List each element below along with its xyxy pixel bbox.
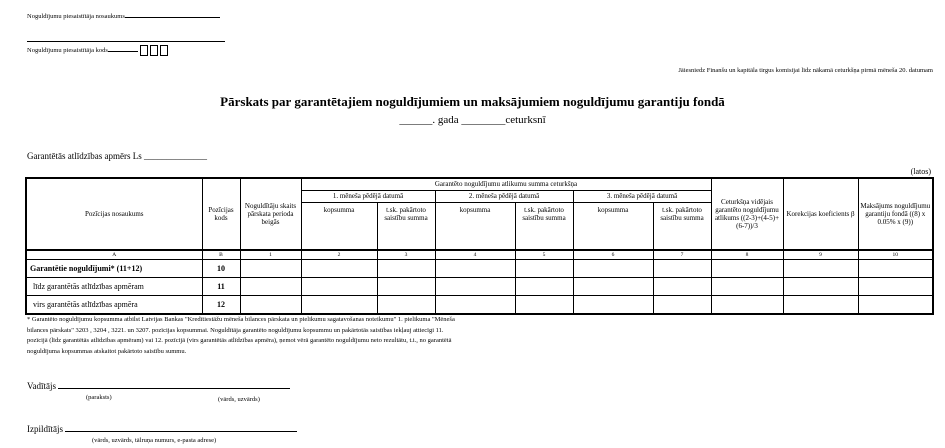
data-cell[interactable] <box>240 260 301 278</box>
report-period: ______. gada ________ceturksnī <box>399 114 546 126</box>
col-correction: Korekcijas koeficients β <box>783 178 858 250</box>
guarantee-volume: Garantētās atlīdzības apmērs Ls ______________ <box>27 151 207 161</box>
data-cell[interactable] <box>573 260 653 278</box>
code-box-2[interactable] <box>150 45 158 56</box>
footnote <box>27 315 455 357</box>
col-max-payment: Maksājums noguldījumu garantiju fondā ((8) x 0.05% x (9)) <box>858 178 933 250</box>
data-cell[interactable] <box>301 260 377 278</box>
report-title: Pārskats par garantētajiem noguldījumiem un maksājumiem noguldījumu garantiju fondā <box>220 94 725 109</box>
m2-total: kopsumma <box>435 202 515 250</box>
data-cell[interactable] <box>240 296 301 315</box>
data-cell[interactable] <box>711 296 783 315</box>
col-number: 1 <box>240 250 301 260</box>
col-depositors-count: Noguldītāju skaits pārskata perioda beigās <box>240 178 301 250</box>
executor-label: Izpildītājs <box>27 424 63 434</box>
group-balance: Garantēto noguldījumu atlikumu summa ceturkšņa <box>301 178 711 190</box>
table-row <box>26 260 933 278</box>
data-cell[interactable] <box>515 260 573 278</box>
col-number: 7 <box>653 250 711 260</box>
head-label: Vadītājs <box>27 381 56 391</box>
table-row <box>26 278 933 296</box>
head-signature-field[interactable] <box>58 388 290 389</box>
executor-signature-row <box>27 424 297 434</box>
col-number: B <box>202 250 240 260</box>
m3-total: kopsumma <box>573 202 653 250</box>
data-cell[interactable] <box>377 260 435 278</box>
data-cell[interactable] <box>711 278 783 296</box>
row-code: 12 <box>202 296 240 315</box>
m2-related: t.sk. pakārtoto saistību summa <box>515 202 573 250</box>
col-number: 8 <box>711 250 783 260</box>
footnote-line: bilances pārskats" 3203 , 3204 , 3221. un 3207. pozīcijas kopsummai. Noguldītāja garantēto noguldījumu kopsummu un pakārtotās saistības iekļauj attiecīgi 11. <box>27 326 444 334</box>
col-number: 3 <box>377 250 435 260</box>
data-cell[interactable] <box>435 296 515 315</box>
data-cell[interactable] <box>435 278 515 296</box>
col-number: 6 <box>573 250 653 260</box>
m3-related: t.sk. pakārtoto saistību summa <box>653 202 711 250</box>
col-number: 2 <box>301 250 377 260</box>
data-cell[interactable] <box>858 260 933 278</box>
row-name: līdz garantētās atlīdzības apmēram <box>26 278 202 296</box>
month-3-header: 3. mēneša pēdējā datumā <box>573 190 711 202</box>
executor-hint: (vārds, uzvārds, tālruņa numurs, e-pasta adrese) <box>92 437 217 444</box>
data-cell[interactable] <box>515 278 573 296</box>
data-cell[interactable] <box>377 296 435 315</box>
m1-total: kopsumma <box>301 202 377 250</box>
col-position-code: Pozīcijas kods <box>202 178 240 250</box>
data-cell[interactable] <box>573 296 653 315</box>
row-name: Garantētie noguldījumi* (11+12) <box>26 260 202 278</box>
depositor-name-row <box>27 13 220 20</box>
row-name: virs garantētās atlīdzības apmēra <box>26 296 202 315</box>
data-cell[interactable] <box>653 296 711 315</box>
head-name-hint: (vārds, uzvārds) <box>218 396 260 403</box>
data-cell[interactable] <box>435 260 515 278</box>
code-box-3[interactable] <box>160 45 168 56</box>
code-box-1[interactable] <box>140 45 148 56</box>
col-quarter-avg: Ceturkšņa vidējais garantēto noguldījumu atlikums ((2-3)+(4-5)+(6-7))/3 <box>711 178 783 250</box>
col-position-name: Pozīcijas nosaukums <box>26 178 202 250</box>
col-number: 5 <box>515 250 573 260</box>
data-cell[interactable] <box>301 278 377 296</box>
data-cell[interactable] <box>711 260 783 278</box>
month-1-header: 1. mēneša pēdējā datumā <box>301 190 435 202</box>
table-row <box>26 296 933 315</box>
row-code: 10 <box>202 260 240 278</box>
col-number: A <box>26 250 202 260</box>
footnote-line: * Garantēto noguldījumu kopsumma atbilst Latvijas Bankas "Kredītiestāžu mēneša bilances pārskata un pielikumu sagatavošanas noteikumu" 1. pielikuma "Mēneša <box>27 316 455 323</box>
depositor-name-underline <box>27 41 225 42</box>
row-code: 11 <box>202 278 240 296</box>
footnote-line: noguldījuma kopsummas atskaitot pakārtoto saistību summu. <box>27 347 187 355</box>
data-cell[interactable] <box>783 296 858 315</box>
data-cell[interactable] <box>653 278 711 296</box>
data-cell[interactable] <box>783 278 858 296</box>
depositor-code-row <box>27 45 168 56</box>
m1-related: t.sk. pakārtoto saistību summa <box>377 202 435 250</box>
month-2-header: 2. mēneša pēdējā datumā <box>435 190 573 202</box>
depositor-code-label: Noguldījumu piesaistītāja kods <box>27 46 108 54</box>
depositor-code-underline <box>108 51 138 52</box>
data-cell[interactable] <box>240 278 301 296</box>
report-table <box>25 177 934 315</box>
col-number: 10 <box>858 250 933 260</box>
data-cell[interactable] <box>783 260 858 278</box>
col-number: 4 <box>435 250 515 260</box>
units-label: (latos) <box>910 167 931 176</box>
footnote-line: pozīcijā (līdz garantētās atlīdzības apmēram) vai 12. pozīcijā (virs garantētās atlīdzības apmēra), ņemot vērā garantēto noguldījumu neto rezultātu, t.i., no garantētā <box>27 337 452 344</box>
executor-signature-field[interactable] <box>65 431 297 432</box>
head-sign-hint: (paraksts) <box>86 394 112 401</box>
depositor-name-field[interactable] <box>125 17 220 18</box>
depositor-name-label: Noguldījumu piesaistītāja nosaukums <box>27 13 125 20</box>
data-cell[interactable] <box>515 296 573 315</box>
head-signature-row <box>27 381 290 391</box>
data-cell[interactable] <box>653 260 711 278</box>
data-cell[interactable] <box>858 278 933 296</box>
data-cell[interactable] <box>301 296 377 315</box>
data-cell[interactable] <box>858 296 933 315</box>
submission-note: Jāiesniedz Finanšu un kapitāla tirgus komisijai līdz nākamā ceturkšņa pirmā mēneša 20. datumam <box>678 67 933 74</box>
data-cell[interactable] <box>573 278 653 296</box>
col-number: 9 <box>783 250 858 260</box>
data-cell[interactable] <box>377 278 435 296</box>
